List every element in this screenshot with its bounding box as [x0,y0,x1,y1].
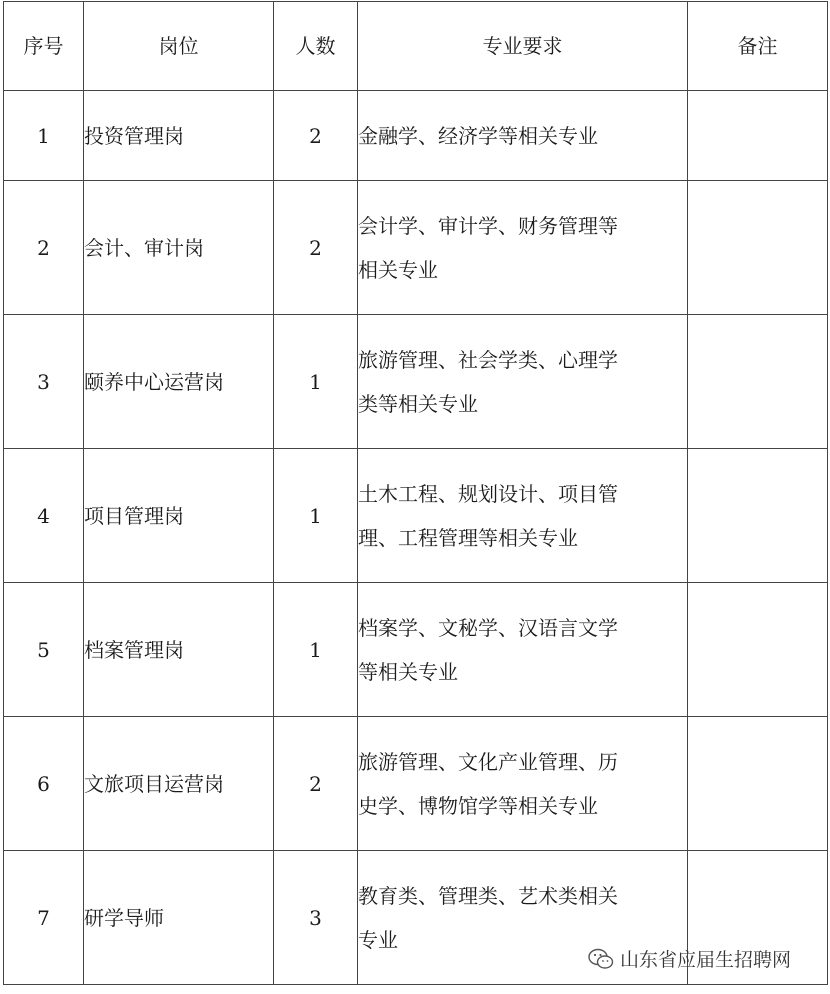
cell-count: 2 [274,717,358,851]
table-row [4,91,828,181]
table-row [4,181,828,315]
watermark-text: 山东省应届生招聘网 [620,949,792,971]
recruitment-table [3,1,828,985]
cell-count: 3 [274,851,358,985]
cell-requirement [358,315,688,449]
cell-no: 4 [4,449,84,583]
cell-remark [688,717,828,851]
requirement-line: 金融学、经济学等相关专业 [358,123,598,148]
cell-no: 2 [4,181,84,315]
cell-remark [688,91,828,181]
cell-position: 项目管理岗 [84,449,274,583]
cell-requirement [358,91,688,181]
cell-count: 1 [274,315,358,449]
header-requirement: 专业要求 [358,2,688,91]
table-row [4,717,828,851]
cell-position: 研学导师 [84,851,274,985]
cell-no: 6 [4,717,84,851]
cell-position: 文旅项目运营岗 [84,717,274,851]
cell-position: 会计、审计岗 [84,181,274,315]
cell-requirement [358,717,688,851]
cell-position: 投资管理岗 [84,91,274,181]
requirement-line: 专业 [358,927,398,952]
cell-remark [688,315,828,449]
header-no: 序号 [4,2,84,91]
cell-position: 档案管理岗 [84,583,274,717]
cell-position: 颐养中心运营岗 [84,315,274,449]
cell-no: 1 [4,91,84,181]
table-row [4,315,828,449]
cell-count: 2 [274,181,358,315]
cell-remark [688,583,828,717]
table-row [4,449,828,583]
requirement-line: 土木工程、规划设计、项目管 [358,481,618,506]
cell-requirement [358,449,688,583]
header-position: 岗位 [84,2,274,91]
requirement-line: 理、工程管理等相关专业 [358,525,578,550]
table-header-row [4,2,828,91]
cell-count: 2 [274,91,358,181]
cell-count: 1 [274,449,358,583]
cell-count: 1 [274,583,358,717]
header-remark: 备注 [688,2,828,91]
requirement-line: 旅游管理、社会学类、心理学 [358,347,618,372]
requirement-line: 类等相关专业 [358,391,478,416]
cell-remark [688,449,828,583]
requirement-line: 史学、博物馆学等相关专业 [358,793,598,818]
cell-requirement [358,583,688,717]
requirement-line: 相关专业 [358,257,438,282]
requirement-line: 等相关专业 [358,659,458,684]
cell-no: 5 [4,583,84,717]
header-count: 人数 [274,2,358,91]
cell-no: 3 [4,315,84,449]
watermark [588,945,791,972]
wechat-icon [588,948,614,970]
cell-no: 7 [4,851,84,985]
requirement-line: 旅游管理、文化产业管理、历 [358,749,618,774]
cell-remark [688,181,828,315]
requirement-line: 档案学、文秘学、汉语言文学 [358,615,618,640]
requirement-line: 会计学、审计学、财务管理等 [358,213,618,238]
requirement-line: 教育类、管理类、艺术类相关 [358,883,618,908]
cell-requirement [358,181,688,315]
table-row [4,583,828,717]
